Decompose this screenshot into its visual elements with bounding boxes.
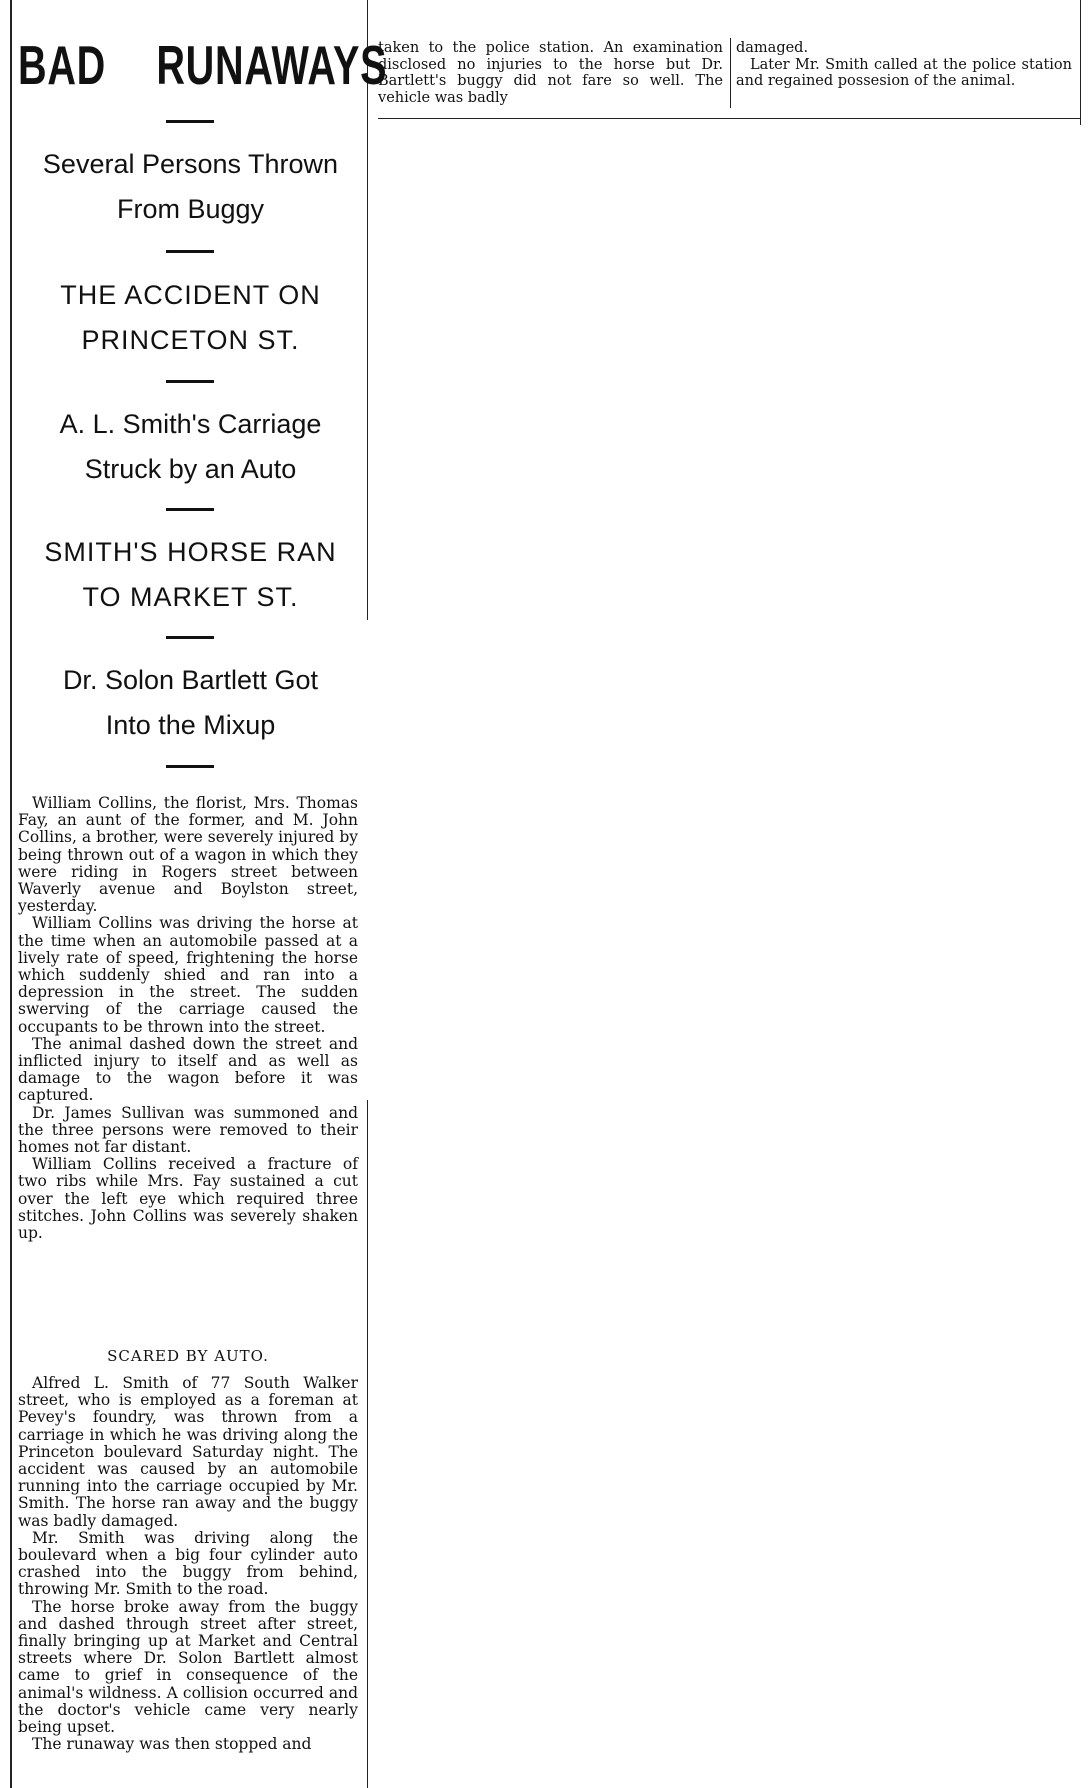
deck-2 — [18, 273, 363, 363]
deck-3-line-2: Struck by an Auto — [84, 454, 297, 484]
column-3-continuation: damaged. — [736, 40, 809, 56]
divider-dash-3 — [166, 380, 214, 383]
story-2 — [18, 1375, 358, 1753]
top-clip-rule — [378, 118, 1080, 119]
divider-dash-4 — [166, 508, 214, 511]
story-1-paragraph: The animal dashed down the street and inflicted injury to itself and as well as damage to the wagon before it was captured. — [18, 1034, 358, 1105]
left-edge-rule — [10, 0, 12, 1788]
continuation-column-3 — [736, 40, 1072, 90]
deck-4 — [18, 530, 363, 620]
story-1-paragraph: Dr. James Sullivan was summoned and the three persons were removed to their homes not far distant. — [18, 1103, 358, 1157]
deck-3-line-1: A. L. Smith's Carriage — [59, 409, 322, 439]
story-1-paragraph: William Collins was driving the horse at the time when an automobile passed at a lively rate of speed, frightening the horse which suddenly shied and ran into a depression in the street. The sudden swerving of the carriage caused the occupants to be thrown into the street. — [18, 914, 358, 1036]
story-1 — [18, 795, 358, 1242]
deck-4-line-2: TO MARKET ST. — [82, 582, 299, 612]
column-2-text: taken to the police station. An examination disclosed no injuries to the horse but Dr. Bartlett's buggy did not fare so well. The vehicle was badly — [378, 40, 723, 106]
divider-dash-6 — [166, 765, 214, 768]
deck-5-line-1: Dr. Solon Bartlett Got — [62, 665, 319, 695]
continuation-column-2 — [378, 40, 723, 106]
headline — [18, 30, 388, 100]
deck-1-line-2: From Buggy — [116, 194, 265, 224]
deck-5-line-2: Into the Mixup — [105, 710, 276, 740]
deck-2-line-1: THE ACCIDENT ON — [60, 280, 321, 310]
deck-4-line-1: SMITH'S HORSE RAN — [44, 537, 337, 567]
story-2-paragraph: The runaway was then stopped and — [32, 1735, 312, 1754]
deck-3 — [18, 402, 363, 492]
story-2-paragraph: Alfred L. Smith of 77 South Walker street, who is employed as a foreman at Pevey's foundry, was thrown from a carriage in which he was driving along the Princeton boulevard Saturday night. The accident was caused by an automobile running into the carriage occupied by Mr. Smith. The horse ran away and the buggy was badly damaged. — [18, 1374, 358, 1530]
subhead: SCARED BY AUTO. — [107, 1347, 269, 1365]
deck-2-line-2: PRINCETON ST. — [81, 325, 300, 355]
story-1-paragraph: William Collins, the florist, Mrs. Thomas Fay, an aunt of the former, and M. John Collins, a brother, were severely injured by being thrown out of a wagon in which they were riding in Rogers street between Waverly avenue and Boylston street, yesterday. — [18, 794, 358, 916]
deck-5 — [18, 658, 363, 748]
column-rule-1b — [367, 1100, 368, 1788]
deck-1 — [18, 142, 363, 232]
story-1-paragraph: William Collins received a fracture of two ribs while Mrs. Fay sustained a cut over the left eye which required three stitches. John Collins was severely shaken up. — [18, 1155, 358, 1243]
divider-dash-2 — [166, 250, 214, 253]
column-3-paragraph: Later Mr. Smith called at the police station and regained possesion of the animal. — [736, 56, 1072, 89]
story-2-paragraph: Mr. Smith was driving along the boulevard when a big four cylinder auto crashed into the buggy from behind, throwing Mr. Smith to the road. — [18, 1528, 358, 1599]
headline-word-2: RUNAWAYS — [156, 34, 388, 96]
deck-1-line-1: Several Persons Thrown — [42, 149, 339, 179]
column-rule-2 — [730, 38, 731, 108]
column-rule-3 — [1080, 0, 1081, 125]
story-2-paragraph: The horse broke away from the buggy and dashed through street after street, finally bringing up at Market and Central streets where Dr. Solon Bartlett almost came to grief in consequence of the animal's wildness. A collision occurred and the doctor's vehicle came very nearly being upset. — [18, 1597, 358, 1737]
divider-dash-1 — [166, 120, 214, 123]
divider-dash-5 — [166, 636, 214, 639]
headline-word-1: BAD — [18, 34, 106, 96]
